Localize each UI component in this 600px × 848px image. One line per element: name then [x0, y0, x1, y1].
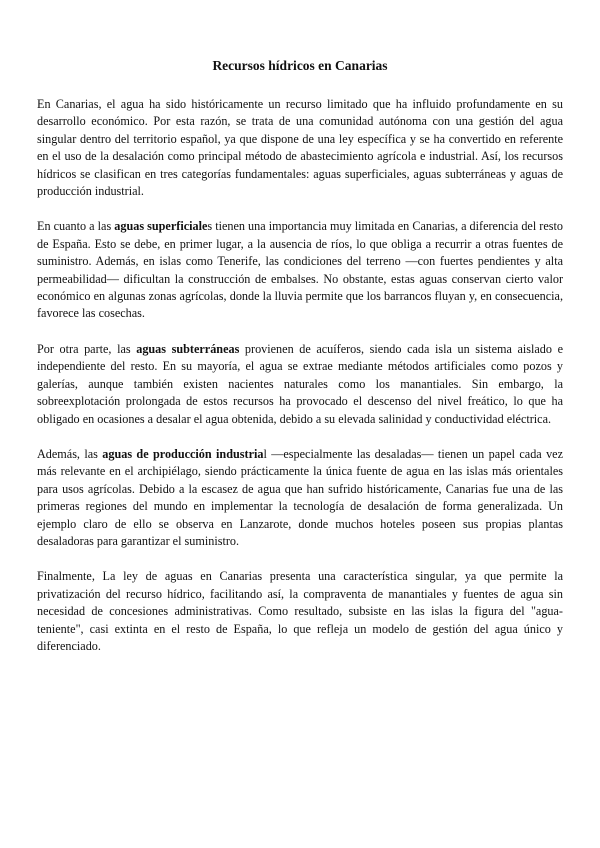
bold-term-groundwater: aguas subterráneas — [136, 341, 240, 356]
paragraph-industrial-water — [37, 446, 563, 550]
paragraph-text: En cuanto a las — [37, 219, 115, 234]
paragraph-text: Finalmente, La ley de aguas en Canarias presenta una característica singular, ya que permite la privatización del recurso hídrico, facilitando así, la compraventa de manantiales y fuentes de agua sin necesidad de concesiones administrativas. Como resultado, subsiste en las islas la figura del "agua-teniente", casi extinta en el resto de España, lo que refleja un modelo de gestión del agua único y diferenciado. — [37, 569, 563, 653]
paragraph-text: En Canarias, el agua ha sido históricamente un recurso limitado que ha influido profundamente en su desarrollo económico. Por esta razón, se trata de una comunidad autónoma con una gestión del agua singular dentro del territorio español, ya que dispone de una ley específica y se ha convertido en referente en el uso de la desalación como principal método de abastecimiento agrícola e industrial. Así, los recursos hídricos se clasifican en tres categorías fundamentales: aguas superficiales, aguas subterráneas y aguas de producción industrial. — [37, 97, 563, 199]
document-body — [37, 96, 563, 673]
paragraph-text: l —especialmente las desaladas— tienen un papel cada vez más relevante en el archipiélago, siendo prácticamente la única fuente de agua en las islas más orientales para usos agrícolas. Debido a la escasez de agua que han sufrido históricamente, Canarias fue una de las primeras regiones del mundo en implementar la tecnología de desalación de forma generalizada. Un ejemplo claro de ello se observa en Lanzarote, donde muchos hoteles poseen sus propias plantas desaladoras para garantizar el suministro. — [37, 446, 563, 548]
bold-term-industrial-water: aguas de producción industria — [102, 446, 264, 461]
paragraph-text: provienen de acuíferos, siendo cada isla un sistema aislado e independiente del resto. En su mayoría, el agua se extrae mediante métodos artificiales como pozos y galerías, aunque también existen nacientes naturales como los manantiales. Sin embargo, la sobreexplotación prolongada de estos recursos ha provocado el descenso del nivel freático, lo que ha obligado en ocasiones a desalar el agua obtenida, debido a su elevada salinidad y conductividad eléctrica. — [37, 341, 563, 426]
paragraph-text: s tienen una importancia muy limitada en Canarias, a diferencia del resto de España. Esto se debe, en primer lugar, a la ausencia de ríos, lo que obliga a recurrir a otras fuentes de suministro. Además, en islas como Tenerife, las condiciones del terreno —con fuertes pendientes y alta permeabilidad— dificultan la construcción de embalses. No obstante, estas aguas conservan cierto valor económico en algunas zonas agrícolas, donde la lluvia permite que los barrancos fluyan y, en consecuencia, favorece las cosechas. — [37, 219, 563, 321]
paragraph-text: Por otra parte, las — [37, 341, 137, 356]
paragraph-surface-water — [37, 218, 563, 322]
paragraph-intro — [37, 96, 563, 200]
paragraph-groundwater — [37, 341, 563, 428]
page-title: Recursos hídricos en Canarias — [212, 58, 388, 73]
bold-term-surface-water: aguas superficiale — [114, 219, 208, 234]
paragraph-text: Además, las — [37, 446, 103, 461]
paragraph-conclusion — [37, 568, 563, 655]
